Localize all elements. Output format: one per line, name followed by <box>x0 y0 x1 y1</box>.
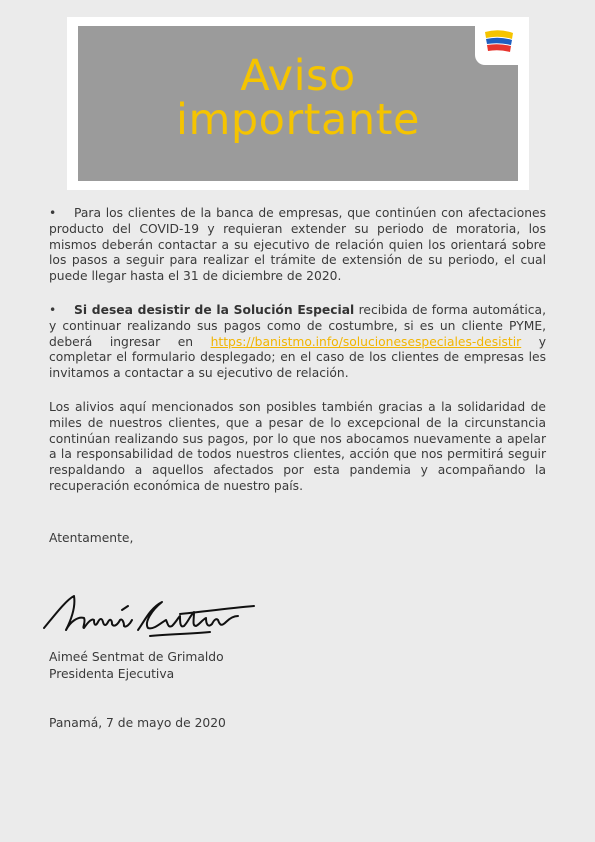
paragraph-text: y completar el formulario desplegado; en el caso de los clientes de empresas les invitamos a contactar a su ejecutivo de relación. <box>49 334 546 381</box>
letter-body <box>49 206 546 513</box>
closing-text: Atentamente, <box>49 531 134 545</box>
signer-title: Presidenta Ejecutiva <box>49 667 175 681</box>
paragraph-enterprise-clients <box>49 206 546 285</box>
banner-title <box>78 51 518 145</box>
signer-name: Aimeé Sentmat de Grimaldo <box>49 650 224 664</box>
paragraph-text: recibida de forma automática, y continuar realizando sus pagos como de costumbre, si es un cliente PYME, deberá ingresar en <box>49 302 546 349</box>
paragraph-desist <box>49 303 546 382</box>
banner <box>67 17 529 190</box>
bullet-point: • <box>49 302 57 317</box>
desist-form-link[interactable]: https://banistmo.info/solucionesespeciales-desistir <box>210 334 522 349</box>
bold-heading-text: Si desea desistir de la Solución Especial <box>74 302 355 317</box>
handwritten-signature-icon <box>40 586 260 646</box>
paragraph-text: Los alivios aquí mencionados son posibles también gracias a la solidaridad de miles de nuestros clientes, que a pesar de lo excepcional de la circunstancia continúan realizando sus pagos, por lo que nos abocamos nuevamente a apelar a la responsabilidad de todos nuestros clientes, acción que nos permitirá seguir respaldando a aquellos afectados por esta pandemia y acompañando la recuperación económica de nuestro país. <box>49 399 546 493</box>
place-and-date: Panamá, 7 de mayo de 2020 <box>49 716 226 730</box>
banner-background <box>78 26 518 181</box>
paragraph-relief <box>49 400 546 495</box>
banner-title-line2: importante <box>176 95 420 145</box>
bank-flag-logo-icon <box>483 29 515 55</box>
bullet-point: • <box>49 206 57 220</box>
paragraph-text: Para los clientes de la banca de empresas, que continúen con afectaciones producto del COVID-19 y requieran extender su periodo de moratoria, los mismos deberán contactar a su ejecutivo de relación quien los orientará sobre los pasos a seguir para realizar el trámite de extensión de su periodo, el cual puede llegar hasta el 31 de diciembre de 2020. <box>49 206 546 284</box>
banner-title-line1: Aviso <box>240 51 356 101</box>
